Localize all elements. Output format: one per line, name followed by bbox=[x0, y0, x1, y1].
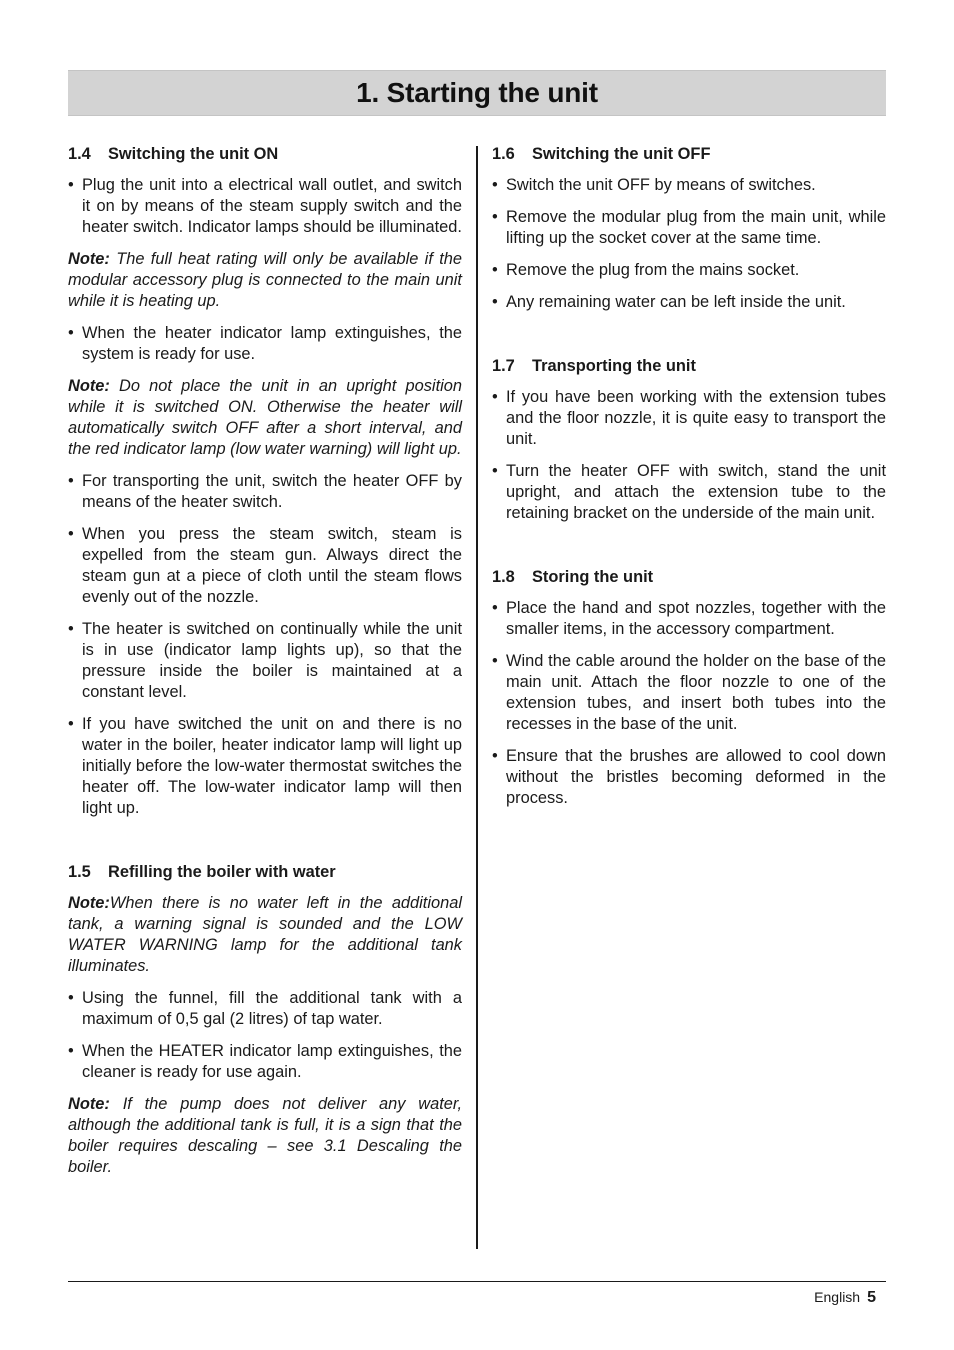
list-item: • Any remaining water can be left inside the unit. bbox=[492, 292, 886, 313]
note-label: Note: bbox=[68, 377, 110, 395]
section-1-5 bbox=[68, 862, 462, 1178]
bullet-list bbox=[68, 471, 462, 819]
section-title: Switching the unit OFF bbox=[532, 145, 711, 163]
note-text: If the pump does not deliver any water, although the additional tank is full, it is a sign that the boiler requires descaling – see 3.1 Descaling the boiler. bbox=[68, 1095, 462, 1176]
list-item: • For transporting the unit, switch the heater OFF by means of the heater switch. bbox=[68, 471, 462, 513]
section-heading bbox=[492, 356, 886, 376]
note-label: Note: bbox=[68, 1095, 110, 1113]
bullet-list bbox=[492, 175, 886, 313]
note-label: Note: bbox=[68, 894, 110, 912]
section-heading bbox=[68, 144, 462, 164]
list-item: • When the HEATER indicator lamp extinguishes, the cleaner is ready for use again. bbox=[68, 1041, 462, 1083]
note bbox=[68, 376, 462, 460]
right-column bbox=[492, 144, 886, 820]
section-number: 1.4 bbox=[68, 145, 91, 163]
section-number: 1.6 bbox=[492, 145, 515, 163]
section-1-7 bbox=[492, 356, 886, 524]
bullet-list bbox=[68, 323, 462, 365]
section-title: Transporting the unit bbox=[532, 357, 696, 375]
spacer bbox=[492, 535, 886, 567]
section-1-6 bbox=[492, 144, 886, 313]
note bbox=[68, 893, 462, 977]
section-title: Switching the unit ON bbox=[108, 145, 279, 163]
page-footer bbox=[814, 1289, 876, 1307]
page-number: 5 bbox=[867, 1289, 876, 1306]
list-item: • Place the hand and spot nozzles, together with the smaller items, in the accessory compartment. bbox=[492, 598, 886, 640]
list-item: • Using the funnel, fill the additional tank with a maximum of 0,5 gal (2 litres) of tap water. bbox=[68, 988, 462, 1030]
list-item: • Remove the modular plug from the main unit, while lifting up the socket cover at the same time. bbox=[492, 207, 886, 249]
section-title: Refilling the boiler with water bbox=[108, 863, 336, 881]
spacer bbox=[68, 830, 462, 862]
page-title-bar bbox=[68, 70, 886, 116]
footer-rule bbox=[68, 1281, 886, 1282]
bullet-list bbox=[68, 175, 462, 238]
note bbox=[68, 1094, 462, 1178]
section-number: 1.7 bbox=[492, 357, 515, 375]
left-column bbox=[68, 144, 462, 1189]
list-item: • Remove the plug from the mains socket. bbox=[492, 260, 886, 281]
spacer bbox=[492, 324, 886, 356]
bullet-list bbox=[68, 988, 462, 1083]
footer-language: English bbox=[814, 1289, 861, 1305]
note-text: Do not place the unit in an upright position while it is switched ON. Otherwise the heater will automatically switch OFF after a short interval, and the red indicator lamp (low water warning) will light up. bbox=[68, 377, 462, 458]
list-item: • If you have been working with the extension tubes and the floor nozzle, it is quite easy to transport the unit. bbox=[492, 387, 886, 450]
section-number: 1.8 bbox=[492, 568, 515, 586]
section-heading bbox=[492, 144, 886, 164]
section-title: Storing the unit bbox=[532, 568, 654, 586]
list-item: • When the heater indicator lamp extinguishes, the system is ready for use. bbox=[68, 323, 462, 365]
note-text: When there is no water left in the additional tank, a warning signal is sounded and the LOW WATER WARNING lamp for the additional tank illuminates. bbox=[68, 894, 462, 975]
section-1-4 bbox=[68, 144, 462, 819]
list-item: • Wind the cable around the holder on the base of the main unit. Attach the floor nozzle to one of the extension tubes, and insert both tubes into the recesses in the base of the unit. bbox=[492, 651, 886, 735]
section-1-8 bbox=[492, 567, 886, 809]
bullet-list bbox=[492, 598, 886, 809]
list-item: • The heater is switched on continually while the unit is in use (indicator lamp lights up), so that the pressure inside the boiler is maintained at a constant level. bbox=[68, 619, 462, 703]
section-heading bbox=[68, 862, 462, 882]
list-item: • When you press the steam switch, steam is expelled from the steam gun. Always direct the steam gun at a piece of cloth until the steam flows evenly out of the nozzle. bbox=[68, 524, 462, 608]
note-text: The full heat rating will only be available if the modular accessory plug is connected to the main unit while it is heating up. bbox=[68, 250, 462, 310]
column-divider bbox=[476, 146, 478, 1249]
page-title: 1. Starting the unit bbox=[356, 77, 598, 108]
list-item: • If you have switched the unit on and there is no water in the boiler, heater indicator lamp will light up initially before the low-water thermostat switches the heater off. The low-water indicator lamp will then light up. bbox=[68, 714, 462, 819]
section-number: 1.5 bbox=[68, 863, 91, 881]
note-label: Note: bbox=[68, 250, 110, 268]
list-item: • Turn the heater OFF with switch, stand the unit upright, and attach the extension tube to the retaining bracket on the underside of the main unit. bbox=[492, 461, 886, 524]
note bbox=[68, 249, 462, 312]
list-item: • Ensure that the brushes are allowed to cool down without the bristles becoming deformed in the process. bbox=[492, 746, 886, 809]
bullet-list bbox=[492, 387, 886, 524]
list-item: • Switch the unit OFF by means of switches. bbox=[492, 175, 886, 196]
section-heading bbox=[492, 567, 886, 587]
list-item: • Plug the unit into a electrical wall outlet, and switch it on by means of the steam supply switch and the heater switch. Indicator lamps should be illuminated. bbox=[68, 175, 462, 238]
